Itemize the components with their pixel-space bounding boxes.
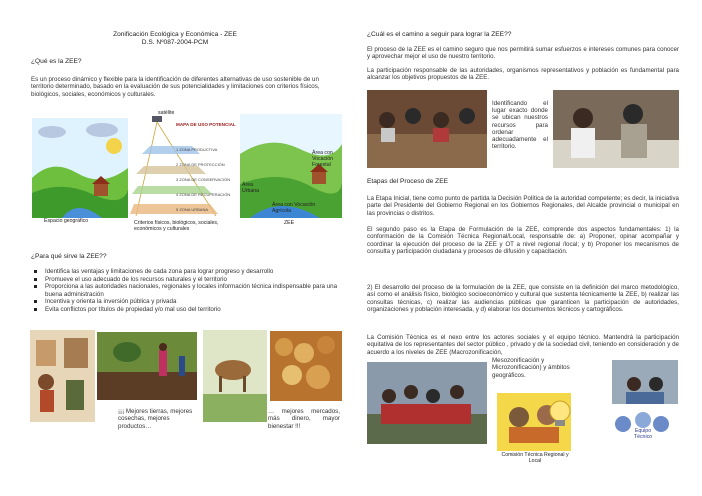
people-photo <box>553 90 679 168</box>
list-item: Incentiva y orienta la inversión pública y privada <box>31 298 341 306</box>
caption-criteria: Criterios físicos, biológicos, sociales, económicos y culturales <box>134 220 219 232</box>
caption-better-harvests: ¡¡¡ Mejores tierras, mejores cosechas, mejores productos… <box>118 408 193 430</box>
paragraph-path: El proceso de la ZEE es el camino seguro que nos permitirá sumar esfuerzos e intereses comunes para conocer y aprovechar mejor el uso de nuestro territorio. <box>367 46 679 61</box>
document-title <box>60 31 290 47</box>
title-line1: Zonificación Ecológica y Económica - ZEE <box>113 31 237 38</box>
title-line2: D.S. Nº087-2004-PCM <box>141 39 209 46</box>
legend-row: 3 ZONA DE CONSERVACIÓN <box>176 177 231 182</box>
list-item: Promueve el uso adecuado de los recursos naturales y el territorio <box>31 276 341 284</box>
paragraph-commission: La Comisión Técnica es el nexo entre los actores sociales y el equipo técnico. Mantendrá la participación equitativa de los representantes del sector público , privado y de la sociedad civil, teniendo en consideración y de acuerdo a los niveles de ZEE (Macrozonificación, <box>367 334 679 356</box>
legend-row: 5 ZONA URBANA <box>176 207 209 212</box>
legend-row: 4 ZONA DE RECUPERACIÓN <box>176 192 231 197</box>
caption-better-markets: … mejores mercados, más dinero, mayor bienestar !!! <box>268 408 340 430</box>
caption-zee: ZEE <box>284 220 295 226</box>
heading-purpose: ¿Para qué sirve la ZEE?? <box>31 253 107 260</box>
heading-stages: Etapas del Proceso de ZEE <box>367 178 449 185</box>
label-technical-commission: Comisión Técnica Regional y Local <box>501 452 569 464</box>
paragraph-stage-development: 2) El desarrollo del proceso de la formulación de la ZEE, que consiste en la definición del marco metodológico, así como el análisis físico, biológico socioeconómico y cultural que sustenta técnicamente la ZEE, b) realizar las consultas técnicas, c) realizar las audiencias públicas que garanticen la participación de autoridades, organizaciones y población interesada, y d) elaborar los documentos técnicos y cartográficos. <box>367 284 679 314</box>
paragraph-participation: La participación responsable de las autoridades, organismos representativos y población es fundamental para alcanzar los objetivos propuestos de la ZEE. <box>367 67 679 82</box>
animals-painting <box>203 330 267 422</box>
zee-diagram <box>30 110 342 246</box>
list-item: Identifica las ventajas y limitaciones de cada zona para lograr progreso y desarrollo <box>31 268 341 276</box>
heading-what-is-zee: ¿Qué es la ZEE? <box>31 58 82 65</box>
label-forest-area: Área con Vocación Forestal <box>312 150 334 168</box>
market-produce-photo <box>270 331 342 401</box>
landscape-illustration <box>32 118 128 218</box>
legend-row: 1 ZONA PRODUCTIVA <box>176 147 218 152</box>
list-item: Proporciona a las autoridades nacionales, regionales y locales información técnica indispensable para una buena administración <box>31 283 341 298</box>
legend-header: MAPA DE USO POTENCIAL <box>176 122 236 127</box>
paragraph-stage-initial: La Etapa Inicial, tiene como punto de partida la Decisión Política de la autoridad competente; es decir, la iniciativa parte del Presidente del Gobierno Regional en los Gobiernos Regionales, del Alcalde provincial o municipal en las provincias o distritos. <box>367 195 679 217</box>
field-work-photo <box>97 332 197 400</box>
label-technical-team: Equipo Técnico <box>633 428 653 440</box>
legend-row: 2 ZONA DE PROTECCIÓN <box>176 162 225 167</box>
photo-caption-identify: Identificando el lugar exacto donde se ubican nuestros recursos para ordenar adecuadamente el territorio. <box>492 100 548 151</box>
caption-geographic-space: Espacio geográfico <box>44 218 89 224</box>
lightbulb-icon <box>541 398 579 428</box>
paragraph-stage-formulation: El segundo paso es la Etapa de Formulación de la ZEE, comprende dos aspectos fundamentales: 1) la conformación de la Comisión Técnica Regional/Local, responsable de: a) Proponer, opinar acompañar y coordinar la ejecución del proceso de la ZEE y OT a nivel regional /local; y b) Proponer los mecanismos de consulta y participación ciudadana y procesos de difusión y capacitación. <box>367 226 679 256</box>
paragraph-commission-cont: Mesozonificación y Microzonificación) y ámbitos geográficos. <box>492 357 570 379</box>
label-agricultural-area: Área con Vocación Agrícola <box>272 202 316 214</box>
meeting-photo <box>367 90 487 168</box>
paragraph-what-is-zee: Es un proceso dinámico y flexible para la identificación de diferentes alternativas de uso sostenible de un territorio determinado, basado en la evaluación de sus potencialidades y limitaciones con criterios físicos, biológicos, sociales, económicos y culturales. <box>31 76 320 98</box>
group-photo <box>367 362 487 444</box>
purpose-list <box>31 268 341 314</box>
heading-path: ¿Cuál es el camino a seguir para lograr la ZEE?? <box>367 31 512 38</box>
legend-box <box>176 122 238 212</box>
farming-painting <box>30 330 95 422</box>
satellite-label: satélite <box>158 110 175 116</box>
list-item: Evita conflictos por títulos de propiedad y/o mal uso del territorio <box>31 306 341 314</box>
label-urban-area: Área Urbana <box>242 182 260 194</box>
